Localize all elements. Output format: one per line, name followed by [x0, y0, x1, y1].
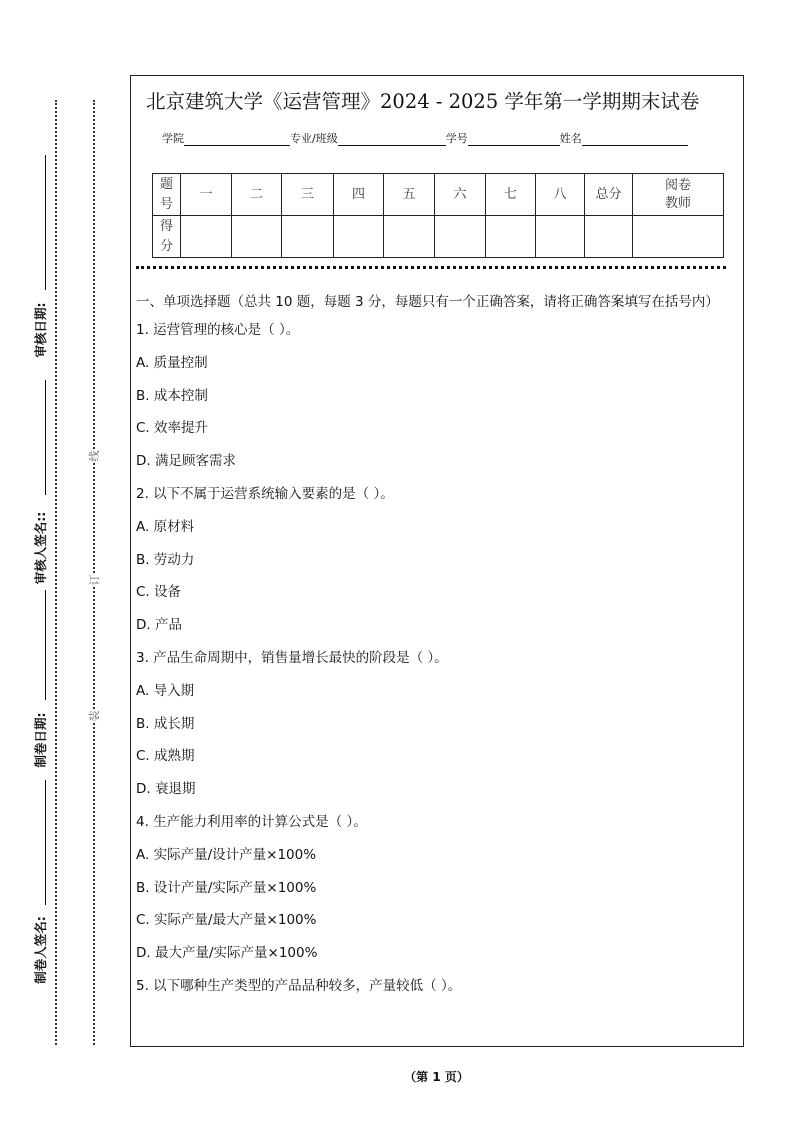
section-divider: [136, 266, 726, 269]
answer-option: C. 成熟期: [136, 748, 195, 765]
maker-date-label: 制卷日期:: [33, 712, 48, 768]
page-number: （第 1 页）: [404, 1070, 469, 1084]
binding-mark-xian: 线: [88, 450, 101, 462]
score-cell[interactable]: [282, 216, 334, 258]
question-stem: 3. 产品生命周期中，销售量增长最快的阶段是（ ）。: [136, 649, 448, 666]
score-table-header-cell: 六: [435, 174, 486, 216]
maker-sign-underline: [45, 780, 46, 905]
reviewer-date-label: 审核日期:: [33, 302, 48, 358]
answer-option: C. 实际产量/最大产量×100%: [136, 912, 317, 929]
name-field[interactable]: [582, 131, 688, 146]
score-cell[interactable]: [384, 216, 435, 258]
maker-date-underline: [45, 590, 46, 700]
score-cell[interactable]: [232, 216, 282, 258]
answer-option: B. 成长期: [136, 715, 195, 732]
college-label: 学院: [162, 132, 184, 145]
score-table-header-cell: 五: [384, 174, 435, 216]
score-table-score-row: [153, 216, 724, 258]
question-stem: 4. 生产能力利用率的计算公式是（ ）。: [136, 813, 367, 830]
reviewer-sign-label: 审核人签名::: [33, 511, 48, 585]
score-table-header-cell: 总分: [585, 174, 633, 216]
score-cell[interactable]: [536, 216, 585, 258]
major-label: 专业/班级: [290, 132, 338, 145]
answer-option: B. 劳动力: [136, 551, 195, 568]
answer-option: C. 效率提升: [136, 420, 209, 437]
answer-option: D. 满足顾客需求: [136, 453, 236, 470]
answer-option: D. 产品: [136, 617, 182, 634]
exam-title: 北京建筑大学《运营管理》2024 - 2025 学年第一学期期末试卷: [146, 90, 700, 113]
score-table-header-cell: 四: [334, 174, 384, 216]
question-stem: 2. 以下不属于运营系统输入要素的是（ ）。: [136, 485, 394, 502]
score-table: [152, 173, 724, 258]
section-heading: 一、单项选择题（总共 10 题，每题 3 分，每题只有一个正确答案，请将正确答案填写在括号内）: [136, 294, 719, 310]
score-table-question-label: 题号: [153, 174, 181, 216]
student-id-field[interactable]: [468, 131, 560, 146]
score-cell[interactable]: [486, 216, 536, 258]
question-list: [136, 320, 736, 1009]
score-row-label: 得分: [153, 216, 181, 258]
question-stem: 1. 运营管理的核心是（ ）。: [136, 322, 300, 338]
answer-option: B. 设计产量/实际产量×100%: [136, 879, 317, 896]
score-cell[interactable]: [181, 216, 232, 258]
answer-option: A. 原材料: [136, 518, 195, 535]
score-cell[interactable]: [633, 216, 724, 258]
binding-dotted-line-inner: [93, 100, 95, 1045]
student-info-line: [162, 130, 688, 146]
major-field[interactable]: [338, 131, 446, 146]
answer-option: A. 实际产量/设计产量×100%: [136, 846, 317, 863]
score-table-header-cell: 阅卷教师: [633, 174, 724, 216]
question-body: [136, 292, 736, 1009]
score-cell[interactable]: [435, 216, 486, 258]
answer-option: A. 导入期: [136, 682, 195, 699]
score-table-header-cell: 三: [282, 174, 334, 216]
answer-option: D. 衰退期: [136, 781, 196, 798]
score-cell[interactable]: [334, 216, 384, 258]
binding-mark-zhuang: 装: [88, 710, 101, 722]
student-id-label: 学号: [445, 132, 468, 145]
reviewer-date-underline: [45, 155, 46, 290]
score-table-header-row: [153, 174, 724, 216]
answer-option: B. 成本控制: [136, 387, 208, 404]
binding-dotted-line-outer: [55, 100, 57, 1045]
question-stem: 5. 以下哪种生产类型的产品品种较多，产量较低（ ）。: [136, 977, 462, 994]
name-label: 姓名: [559, 132, 582, 145]
score-table-header-cell: 二: [232, 174, 282, 216]
reviewer-sign-underline: [45, 380, 46, 495]
answer-option: A. 质量控制: [136, 354, 208, 371]
answer-option: C. 设备: [136, 584, 182, 601]
score-table-header-cell: 七: [486, 174, 536, 216]
score-table-header-cell: 一: [181, 174, 232, 216]
score-table-header-cell: 八: [536, 174, 585, 216]
binding-mark-ding: 订: [88, 574, 101, 586]
answer-option: D. 最大产量/实际产量×100%: [136, 945, 318, 962]
college-field[interactable]: [184, 131, 290, 146]
maker-sign-label: 制卷人签名:: [33, 916, 48, 984]
score-cell[interactable]: [585, 216, 633, 258]
